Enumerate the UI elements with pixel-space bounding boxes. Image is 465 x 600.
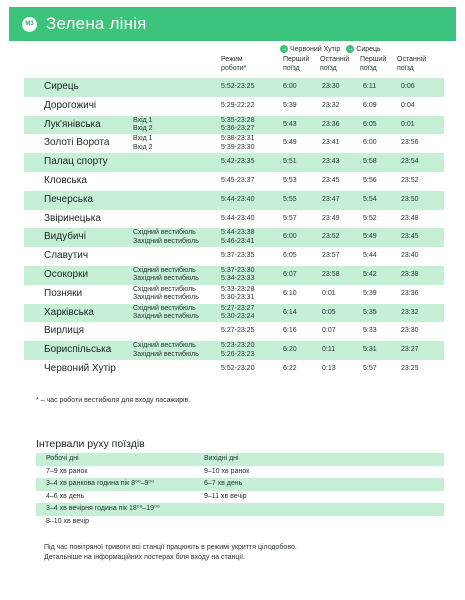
weekday-interval: 3–4 хв ранкова година пік 8⁰⁰–9⁰⁰ (46, 480, 155, 488)
footnote: * – час роботи вестибюля для входу пасажирів. (36, 397, 191, 404)
last-train-1: 23:52 (322, 233, 340, 241)
line-header (9, 7, 456, 41)
last-train-1: 0:07 (322, 327, 336, 335)
operating-hours (221, 135, 254, 152)
table-row (24, 228, 444, 247)
hours-value: 5:29-22:22 (221, 101, 255, 109)
notice-line-1: Під час повітряної тривоги всі станції працюють в режимі укриття цілодобово. (44, 544, 297, 551)
operating-hours (221, 267, 254, 284)
table-row (24, 134, 444, 153)
first-train-2: 5:58 (363, 158, 377, 166)
last-train-1: 23:49 (322, 214, 340, 222)
vestibule-label: Вхід 1 (133, 135, 153, 143)
column-header-first-1-l1: Перший (283, 56, 310, 63)
station-name: Славутич (44, 250, 89, 262)
vestibule-label: Східний вестибюль (133, 285, 196, 293)
hours-value: 5:44-23:40 (221, 195, 255, 203)
last-train-1: 0:01 (322, 289, 336, 297)
vestibule-list (133, 342, 199, 359)
direction-legend (280, 44, 460, 54)
station-name: Сирець (44, 81, 79, 92)
hours-value: 5:46-23:41 (221, 237, 255, 245)
weekend-interval: 9–10 хв ранок (204, 467, 250, 475)
station-name: Осокорки (44, 268, 89, 280)
first-train-1: 5:51 (283, 158, 297, 166)
vestibule-label: Західний вестибюль (133, 294, 199, 302)
table-row (24, 210, 444, 229)
vestibule-label: Західний вестибюль (133, 237, 199, 245)
table-row (24, 341, 444, 360)
schedule-table (24, 78, 444, 379)
vestibule-label: Західний вестибюль (133, 312, 199, 320)
first-train-1: 5:39 (283, 101, 297, 109)
operating-hours (221, 117, 254, 134)
operating-hours (221, 78, 254, 97)
vestibule-list (133, 117, 153, 134)
last-train-1: 0:13 (322, 364, 336, 372)
first-train-1: 6:10 (283, 289, 297, 297)
last-train-2: 23:30 (401, 327, 419, 335)
line-badge: M3 (22, 17, 37, 32)
hours-value: 5:30-23:31 (221, 294, 255, 302)
hours-value: 5:52-23:25 (221, 83, 255, 90)
notice (44, 543, 297, 563)
first-train-2: 5:39 (363, 289, 377, 297)
vestibule-label: Східний вестибюль (133, 304, 196, 312)
first-train-2: 5:52 (363, 214, 377, 222)
vestibule-list (133, 267, 199, 284)
first-train-1: 6:20 (283, 346, 297, 354)
table-row (24, 360, 444, 379)
hours-value: 5:35-23:28 (221, 116, 255, 124)
weekday-interval: 8–10 хв вечір (46, 517, 90, 525)
column-header-mode-l2: роботи* (221, 65, 247, 72)
first-train-2: 5:57 (363, 364, 377, 372)
column-header-mode (221, 55, 246, 73)
operating-hours (221, 172, 254, 191)
operating-hours (221, 305, 254, 322)
vestibule-label: Вхід 2 (133, 125, 153, 132)
last-train-1: 23:32 (322, 101, 340, 109)
hours-value: 5:34-23:33 (221, 275, 255, 283)
operating-hours (221, 360, 254, 379)
vestibule-list (133, 286, 199, 303)
vestibule-label: Східний вестибюль (133, 266, 196, 274)
hours-value: 5:27-23:25 (221, 327, 255, 335)
station-name: Бориспільська (44, 344, 112, 356)
station-name: Кловська (44, 174, 87, 186)
station-name: Видубичі (44, 231, 86, 243)
vestibule-label: Східний вестибюль (133, 229, 196, 237)
first-train-1: 6:22 (283, 364, 297, 372)
notice-line-2: Детальніше на інформаційних постерах біля входу на станції. (44, 554, 245, 561)
last-train-2: 23:48 (401, 214, 419, 222)
intervals-title: Інтервали руху поїздів (36, 438, 145, 450)
weekend-interval: Вихідні дні (204, 455, 239, 462)
table-row (24, 304, 444, 323)
first-train-2: 5:56 (363, 176, 377, 184)
column-header-first-1-l2: поїзд (283, 65, 300, 72)
table-row (24, 116, 444, 135)
table-row (24, 247, 444, 266)
hours-value: 5:42-23:35 (221, 158, 255, 166)
vestibule-label: Вхід 1 (133, 116, 153, 124)
hours-value: 5:23-23:20 (221, 342, 255, 350)
first-train-1: 6:14 (283, 308, 297, 316)
operating-hours (221, 247, 254, 266)
vestibule-list (133, 229, 199, 246)
last-train-2: 23:52 (401, 176, 419, 184)
operating-hours (221, 229, 254, 246)
first-train-1: 5:49 (283, 139, 297, 147)
last-train-1: 23:57 (322, 252, 340, 260)
station-name: Вирлиця (44, 325, 85, 337)
first-train-1: 6:00 (283, 233, 297, 241)
station-name: Золоті Ворота (44, 137, 110, 149)
last-train-2: 23:25 (401, 364, 419, 372)
station-name: Печерська (44, 193, 94, 205)
station-name: Лук'янівська (44, 118, 101, 130)
first-train-2: 6:00 (363, 139, 377, 147)
first-train-1: 5:57 (283, 214, 297, 222)
hours-value: 5:38-23:31 (221, 135, 255, 143)
last-train-2: 0:01 (401, 120, 415, 128)
hours-value: 5:45-23:37 (221, 176, 255, 184)
first-train-1: 6:00 (283, 83, 297, 90)
table-row (24, 266, 444, 285)
last-train-2: 23:32 (401, 308, 419, 316)
hours-value: 5:44-23:38 (221, 229, 255, 237)
operating-hours (221, 97, 254, 116)
last-train-1: 23:30 (322, 83, 340, 90)
interval-row (36, 503, 444, 516)
last-train-2: 23:45 (401, 233, 419, 241)
first-train-2: 5:33 (363, 327, 377, 335)
weekday-interval: 7–9 хв ранок (46, 467, 88, 475)
hours-value: 5:52-23:20 (221, 364, 255, 372)
table-row (24, 322, 444, 341)
first-train-1: 6:16 (283, 327, 297, 335)
last-train-2: 0:04 (401, 101, 415, 109)
column-header-last-2-l1: Останній (397, 56, 427, 63)
first-train-2: 6:11 (363, 83, 377, 90)
hours-value: 5:33-23:28 (221, 285, 255, 293)
table-row (24, 97, 444, 116)
last-train-2: 0:06 (401, 83, 415, 90)
arrow-right-icon: → (281, 46, 287, 52)
first-train-1: 6:05 (283, 252, 297, 260)
first-train-2: 5:42 (363, 270, 377, 278)
hours-value: 5:39-23:30 (221, 143, 255, 151)
first-train-1: 6:07 (283, 270, 297, 278)
last-train-2: 23:27 (401, 346, 419, 354)
last-train-1: 23:41 (322, 139, 340, 147)
table-row (24, 78, 444, 97)
last-train-2: 23:56 (401, 139, 419, 147)
first-train-2: 5:31 (363, 346, 377, 354)
first-train-2: 5:44 (363, 252, 377, 260)
first-train-2: 5:35 (363, 308, 377, 316)
last-train-2: 23:54 (401, 158, 419, 166)
hours-value: 5:26-23:23 (221, 350, 255, 358)
vestibule-label: Східний вестибюль (133, 342, 196, 350)
interval-row (36, 478, 444, 491)
hours-value: 5:37-23:30 (221, 266, 255, 274)
last-train-2: 23:40 (401, 252, 419, 260)
interval-row (36, 466, 444, 479)
operating-hours (221, 210, 254, 229)
last-train-1: 0:11 (322, 346, 336, 354)
table-row (24, 285, 444, 304)
weekend-interval: 6–7 хв день (204, 480, 243, 488)
operating-hours (221, 191, 254, 210)
first-train-2: 5:54 (363, 195, 377, 203)
operating-hours (221, 322, 254, 341)
column-header-last-2-l2: поїзд (397, 65, 414, 72)
first-train-1: 5:55 (283, 195, 297, 203)
column-header-mode-l1: Режим (221, 56, 243, 63)
operating-hours (221, 342, 254, 359)
last-train-1: 23:43 (322, 158, 340, 166)
last-train-1: 23:36 (322, 120, 340, 128)
last-train-1: 23:45 (322, 176, 340, 184)
hours-value: 5:27-23:27 (221, 304, 255, 312)
direction-2 (346, 45, 380, 53)
station-name: Дорогожичі (44, 99, 97, 111)
interval-row (36, 453, 444, 466)
interval-row (36, 491, 444, 504)
interval-row (36, 516, 444, 529)
station-name: Звіринецька (44, 212, 101, 224)
hours-value: 5:44-23:40 (221, 214, 255, 222)
vestibule-label: Західний вестибюль (133, 350, 199, 358)
weekday-interval: 4–6 хв день (46, 492, 85, 500)
hours-value: 5:30-23:24 (221, 312, 255, 320)
station-name: Палац спорту (44, 156, 108, 168)
last-train-2: 23:50 (401, 195, 419, 203)
weekday-interval: Робочі дні (46, 455, 79, 462)
first-train-2: 6:09 (363, 101, 377, 109)
table-row (24, 191, 444, 210)
last-train-1: 23:58 (322, 270, 340, 278)
weekday-interval: 3–4 хв вечірня година пік 18⁰⁰–19⁰⁰ (46, 505, 160, 513)
operating-hours (221, 286, 254, 303)
station-name: Червоний Хутір (44, 362, 116, 374)
first-train-2: 5:49 (363, 233, 377, 241)
hours-value: 5:36-23:27 (221, 125, 255, 132)
vestibule-list (133, 305, 199, 322)
column-header-last-1-l1: Останній (320, 56, 350, 63)
page-title: Зелена лінія (46, 14, 147, 33)
hours-value: 5:37-23:35 (221, 252, 255, 260)
table-row (24, 153, 444, 172)
column-header-last-2 (397, 55, 426, 73)
column-header-first-1 (283, 55, 309, 73)
last-train-1: 0:05 (322, 308, 336, 316)
vestibule-label: Вхід 2 (133, 143, 153, 151)
weekend-interval: 9–11 хв вечір (204, 492, 247, 500)
direction-1-label: Червоний Хутір (290, 45, 341, 53)
first-train-1: 5:43 (283, 120, 297, 128)
last-train-1: 23:47 (322, 195, 340, 203)
column-header-last-1-l2: поїзд (320, 65, 337, 72)
column-header-last-1 (320, 55, 349, 73)
direction-2-label: Сирець (356, 45, 381, 53)
intervals-table (36, 453, 444, 529)
column-header-first-2 (360, 55, 386, 73)
vestibule-label: Західний вестибюль (133, 275, 199, 283)
first-train-1: 5:53 (283, 176, 297, 184)
table-row (24, 172, 444, 191)
operating-hours (221, 153, 254, 172)
last-train-2: 23:36 (401, 289, 419, 297)
station-name: Харківська (44, 306, 94, 318)
column-header-first-2-l1: Перший (360, 56, 387, 63)
vestibule-list (133, 135, 153, 152)
direction-1 (280, 45, 340, 53)
station-name: Позняки (44, 287, 83, 299)
arrow-right-icon: → (347, 46, 354, 52)
first-train-2: 6:05 (363, 120, 377, 128)
column-header-first-2-l2: поїзд (360, 65, 377, 72)
last-train-2: 23:38 (401, 270, 419, 278)
